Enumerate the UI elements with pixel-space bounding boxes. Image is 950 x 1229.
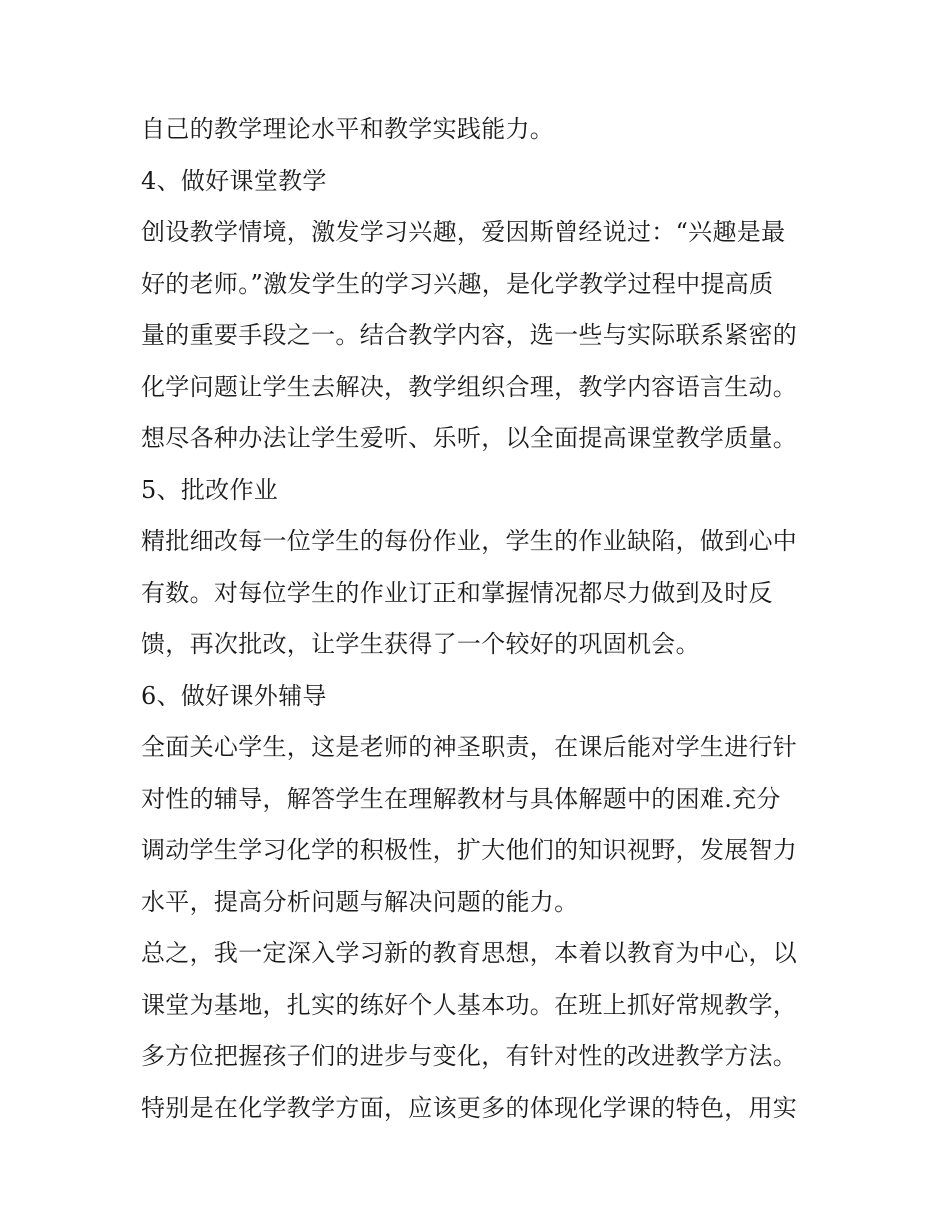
section-heading: 5、批改作业 (141, 475, 279, 504)
section-heading: 6、做好课外辅导 (141, 681, 327, 710)
text-line: 精批细改每一位学生的每份作业，学生的作业缺陷，做到心中 (141, 527, 798, 555)
text-line: 特别是在化学教学方面，应该更多的体现化学课的特色，用实 (141, 1093, 798, 1122)
text-line: 创设教学情境，激发学习兴趣，爱因斯曾经说过：“兴趣是最 (141, 218, 786, 246)
text-line: 水平，提高分析问题与解决问题的能力。 (141, 887, 579, 916)
text-line: 想尽各种办法让学生爱听、乐听，以全面提高课堂教学质量。 (141, 424, 798, 452)
section-heading: 4、做好课堂教学 (141, 166, 327, 195)
text-line: 有数。对每位学生的作业订正和掌握情况都尽力做到及时反 (141, 578, 773, 607)
text-line: 调动学生学习化学的积极性，扩大他们的知识视野，发展智力 (141, 836, 798, 864)
text-line: 自己的教学理论水平和教学实践能力。 (141, 115, 555, 143)
text-line: 多方位把握孩子们的进步与变化，有针对性的改进教学方法。 (141, 1042, 798, 1070)
text-line: 总之，我一定深入学习新的教育思想，本着以教育为中心，以 (141, 939, 798, 967)
text-line: 量的重要手段之一。结合教学内容，选一些与实际联系紧密的 (141, 321, 798, 349)
text-line: 全面关心学生，这是老师的神圣职责，在课后能对学生进行针 (141, 733, 798, 761)
text-line: 化学问题让学生去解决，教学组织合理，教学内容语言生动。 (141, 372, 798, 401)
text-line: 对性的辅导，解答学生在理解教材与具体解题中的困难.充分 (141, 784, 781, 813)
text-line: 好的老师。”激发学生的学习兴趣，是化学教学过程中提高质 (141, 269, 774, 298)
text-line: 课堂为基地，扎实的练好个人基本功。在班上抓好常规教学， (141, 990, 798, 1019)
body-text (141, 104, 821, 1134)
text-line: 馈，再次批改，让学生获得了一个较好的巩固机会。 (141, 630, 700, 658)
